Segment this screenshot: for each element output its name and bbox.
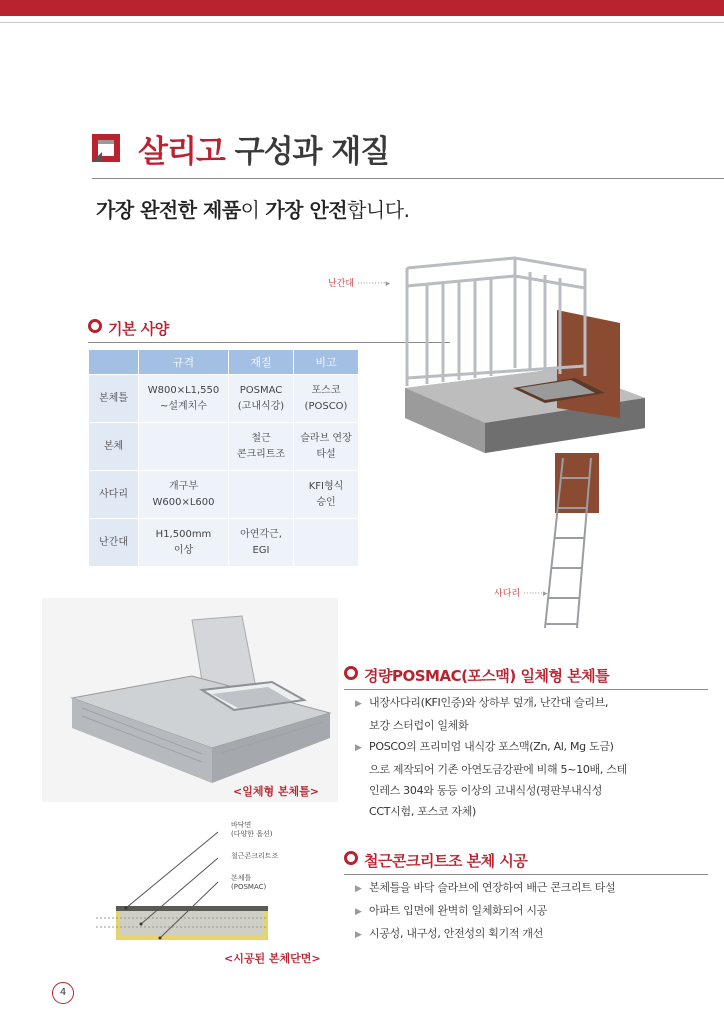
subtitle-normal1: 이 [240, 198, 266, 222]
list-item-cont: 보강 스터럽이 일체화 [369, 719, 469, 732]
hatch-illustration [395, 248, 695, 640]
railing-callout-text: 난간대 [328, 279, 355, 289]
spec-table [88, 349, 359, 567]
cell-note: 슬라브 연장 타설 [294, 423, 359, 471]
posmac-bullets [355, 692, 627, 822]
spec-header-row [89, 350, 359, 375]
cell-size: H1,500mm 이상 [139, 519, 229, 567]
list-item-cont: 으로 제작되어 기존 아연도금강판에 비해 5~10배, 스테 [369, 763, 627, 776]
row-name: 본체틀 [89, 375, 139, 423]
row-name: 본체 [89, 423, 139, 471]
posmac-heading [344, 665, 609, 686]
top-rule [0, 22, 724, 23]
subtitle-bold1: 가장 완전한 제품 [96, 198, 241, 222]
subtitle-bold2: 가장 안전 [265, 198, 348, 222]
frame-illustration [42, 598, 338, 802]
posmac-rule [344, 689, 708, 690]
row-name: 사다리 [89, 471, 139, 519]
table-row [89, 519, 359, 567]
cell-note: 포스코 (POSCO) [294, 375, 359, 423]
concrete-heading-gray: 본체 시공 [466, 852, 528, 870]
cell-material: 철근 콘크리트조 [229, 423, 294, 471]
triangle-bullet-icon: ▶ [355, 699, 362, 709]
top-red-band [0, 0, 724, 16]
concrete-heading-red: 철근콘크리트조 [364, 852, 462, 870]
title-red: 살리고 [138, 134, 225, 170]
title-rest: 구성과 재질 [234, 134, 390, 170]
page-title [138, 126, 389, 171]
cell-note [294, 519, 359, 567]
ring-bullet-icon [88, 319, 102, 333]
list-item-cont: CCT시험, 포스코 자체) [369, 805, 477, 818]
list-item: ▶ 본체틀을 바닥 슬라브에 연장하여 배근 콘크리트 타설 [355, 877, 615, 900]
list-item-cont: 인레스 304와 동등 이상의 고내식성(평판부내식성 [369, 784, 603, 797]
ring-bullet-icon [344, 666, 358, 680]
concrete-bullets [355, 877, 615, 946]
cell-material: 아연각근, EGI [229, 519, 294, 567]
table-row [89, 423, 359, 471]
ladder-callout [494, 586, 548, 599]
list-item: ▶ 아파트 입면에 완벽히 일체화되어 시공 [355, 900, 615, 923]
title-square-icon [92, 134, 120, 162]
callout-leader: ··········▸ [356, 279, 391, 289]
list-item: ▶ 시공성, 내구성, 안전성의 획기적 개선 [355, 923, 615, 946]
triangle-bullet-icon: ▶ [355, 907, 362, 917]
row-name: 난간대 [89, 519, 139, 567]
ladder-callout-text: 사다리 [494, 589, 521, 599]
section-caption: <시공된 본체단면> [224, 952, 321, 965]
subtitle [96, 194, 409, 223]
cell-size [139, 423, 229, 471]
cell-note: KFI형식 승인 [294, 471, 359, 519]
cell-material: POSMAC (고내식강) [229, 375, 294, 423]
subtitle-normal2: 합니다. [347, 198, 410, 222]
posmac-heading-gray: 일체형 본체틀 [520, 667, 610, 685]
railing-callout [328, 276, 390, 289]
cell-material [229, 471, 294, 519]
cell-size: W800×L1,550 ~설계치수 [139, 375, 229, 423]
triangle-bullet-icon: ▶ [355, 743, 362, 753]
concrete-label: 철근콘크리트조 [231, 852, 279, 860]
table-row [89, 375, 359, 423]
page-number: 4 [52, 982, 74, 1004]
concrete-heading [344, 850, 527, 871]
spec-heading [88, 318, 169, 339]
cell-size: 개구부 W600×L600 [139, 471, 229, 519]
list-item: ▶ POSCO의 프리미엄 내식강 포스맥(Zn, Al, Mg 도금) [355, 736, 627, 759]
spec-col-header: 규격 [139, 350, 229, 375]
frame-caption: <일체형 본체틀> [233, 785, 320, 798]
spec-col-header: 비고 [294, 350, 359, 375]
spec-col-header [89, 350, 139, 375]
spec-heading-text: 기본 사양 [108, 320, 169, 338]
posmac-heading-red: 경량POSMAC(포스맥) [364, 667, 516, 685]
concrete-rule [344, 874, 708, 875]
triangle-bullet-icon: ▶ [355, 884, 362, 894]
title-rule [92, 178, 724, 179]
callout-leader: ·······▸ [522, 589, 548, 599]
triangle-bullet-icon: ▶ [355, 930, 362, 940]
floor-label: 바닥면 (다양한 옵션) [231, 821, 273, 838]
list-item: ▶ 내장사다리(KFI인증)와 상하부 덮개, 난간대 슬리브, [355, 692, 627, 715]
frame-label: 본체틀 (POSMAC) [231, 874, 267, 891]
spec-col-header: 재질 [229, 350, 294, 375]
ring-bullet-icon [344, 851, 358, 865]
table-row [89, 471, 359, 519]
